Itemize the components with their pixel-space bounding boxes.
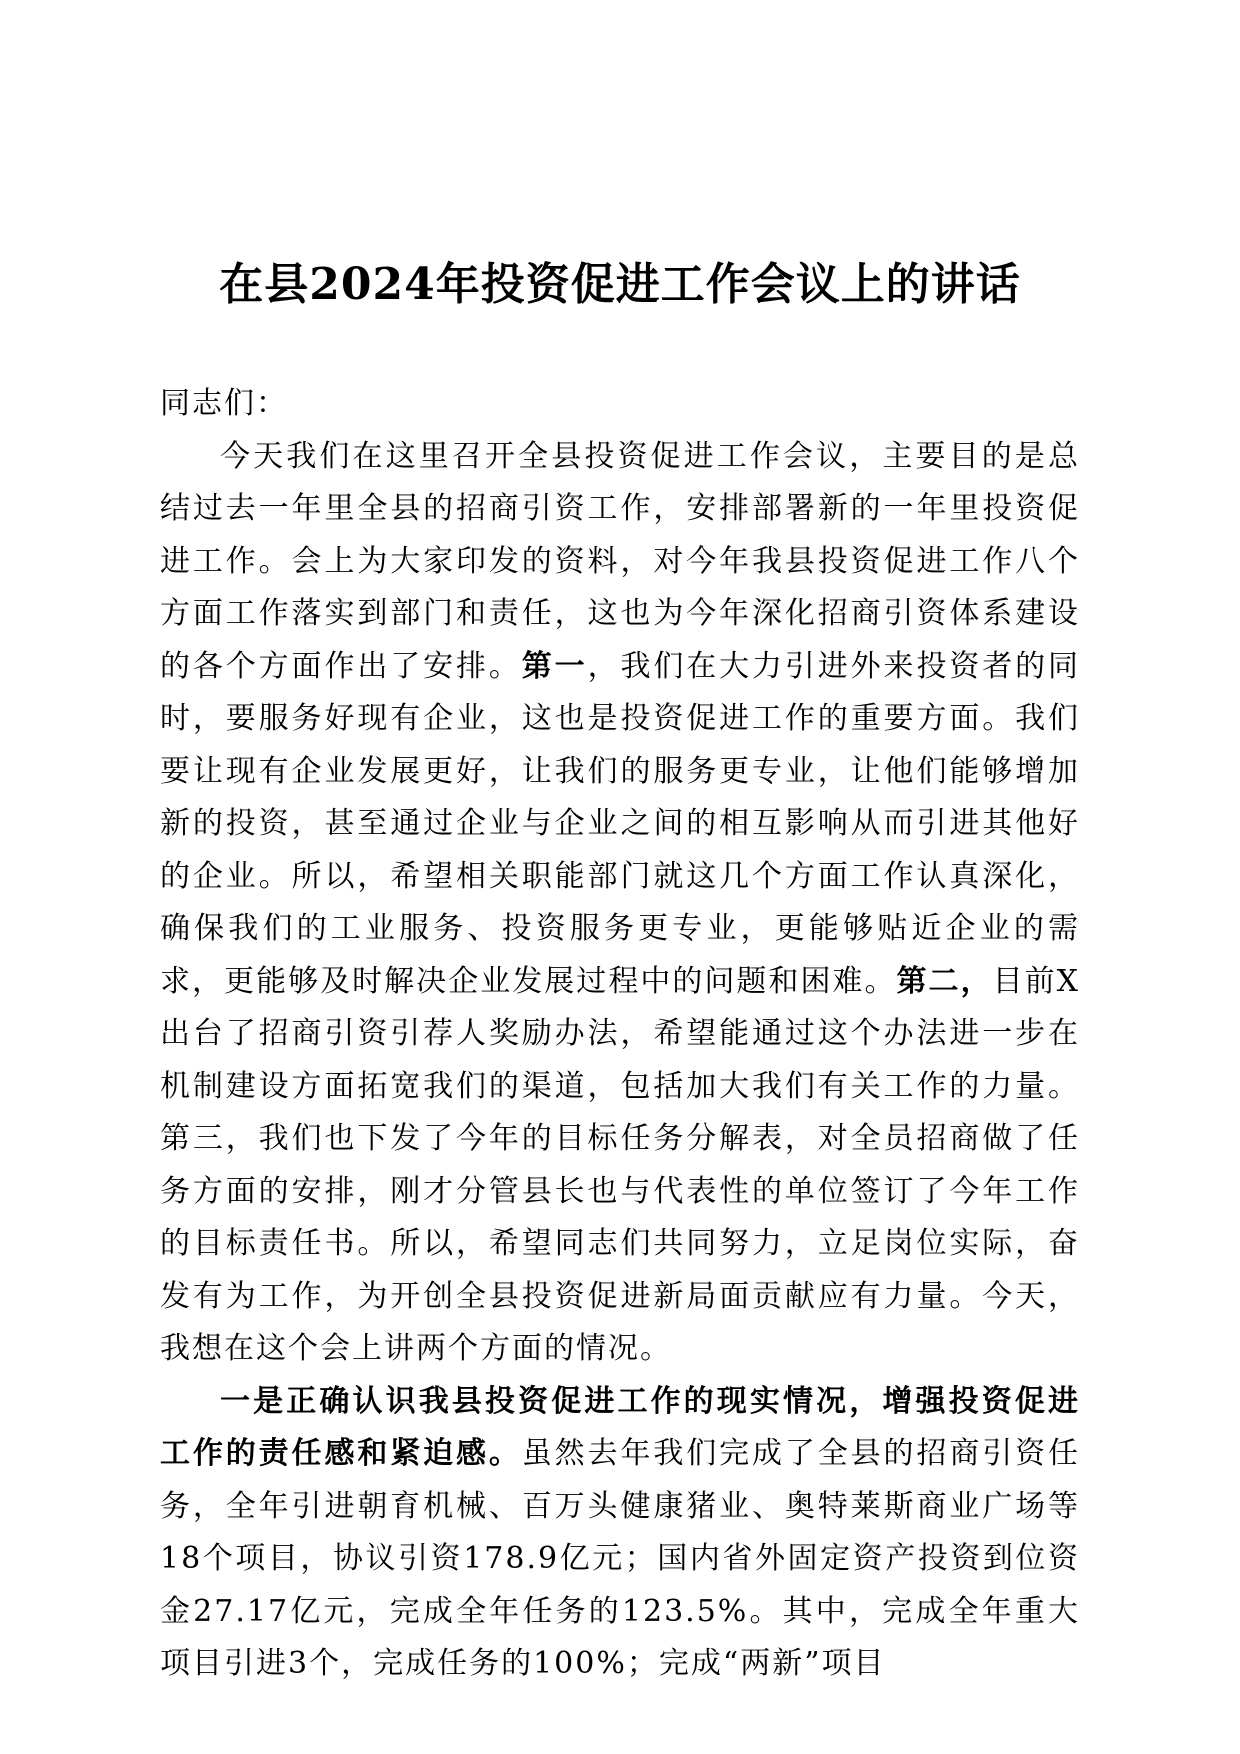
point-two-label: 第二，	[896, 963, 993, 999]
paragraph-intro	[160, 431, 1080, 1376]
section-one-text: 虽然去年我们完成了全县的招商引资任务，全年引进朝育机械、百万头健康猪业、奥特莱斯商业广场等18个项目，协议引资178.9亿元；国内省外固定资产投资到位资金27.17亿元，完成全年任务的123.5%。其中，完成全年重大项目引进3个，完成任务的100%；完成“两新”项目	[160, 1436, 1081, 1681]
salutation: 同志们：	[160, 386, 288, 421]
paragraph-intro-text-b: ，我们在大力引进外来投资者的同时，要服务好现有企业，这也是投资促进工作的重要方面。我们要让现有企业发展更好，让我们的服务更专业，让他们能够增加新的投资，甚至通过企业与企业之间的相互影响从而引进其他好的企业。所以，希望相关职能部门就这几个方面工作认真深化，确保我们的工业服务、投资服务更专业，更能够贴近企业的需求，更能够及时解决企业发展过程中的问题和困难。	[160, 648, 1081, 999]
document-title: 在县2024年投资促进工作会议上的讲话	[219, 259, 1021, 310]
point-one-label: 第一	[521, 648, 588, 684]
document-body	[160, 378, 1080, 1691]
section-one-heading: 一是正确认识我县投资促进工作的现实情况，增强投资促进工作的责任感和紧迫感。	[160, 1383, 1080, 1471]
paragraph-intro-text-a: 今天我们在这里召开全县投资促进工作会议，主要目的是总结过去一年里全县的招商引资工作，安排部署新的一年里投资促进工作。会上为大家印发的资料，对今年我县投资促进工作八个方面工作落实到部门和责任，这也为今年深化招商引资体系建设的各个方面作出了安排。	[160, 438, 1080, 684]
paragraph-intro-text-c: 目前X出台了招商引资引荐人奖励办法，希望能通过这个办法进一步在机制建设方面拓宽我们的渠道，包括加大我们有关工作的力量。第三，我们也下发了今年的目标任务分解表，对全员招商做了任务方面的安排，刚才分管县长也与代表性的单位签订了今年工作的目标责任书。所以，希望同志们共同努力，立足岗位实际，奋发有为工作，为开创全县投资促进新局面贡献应有力量。今天，我想在这个会上讲两个方面的情况。	[160, 963, 1081, 1366]
paragraph-section-one	[160, 1376, 1080, 1691]
